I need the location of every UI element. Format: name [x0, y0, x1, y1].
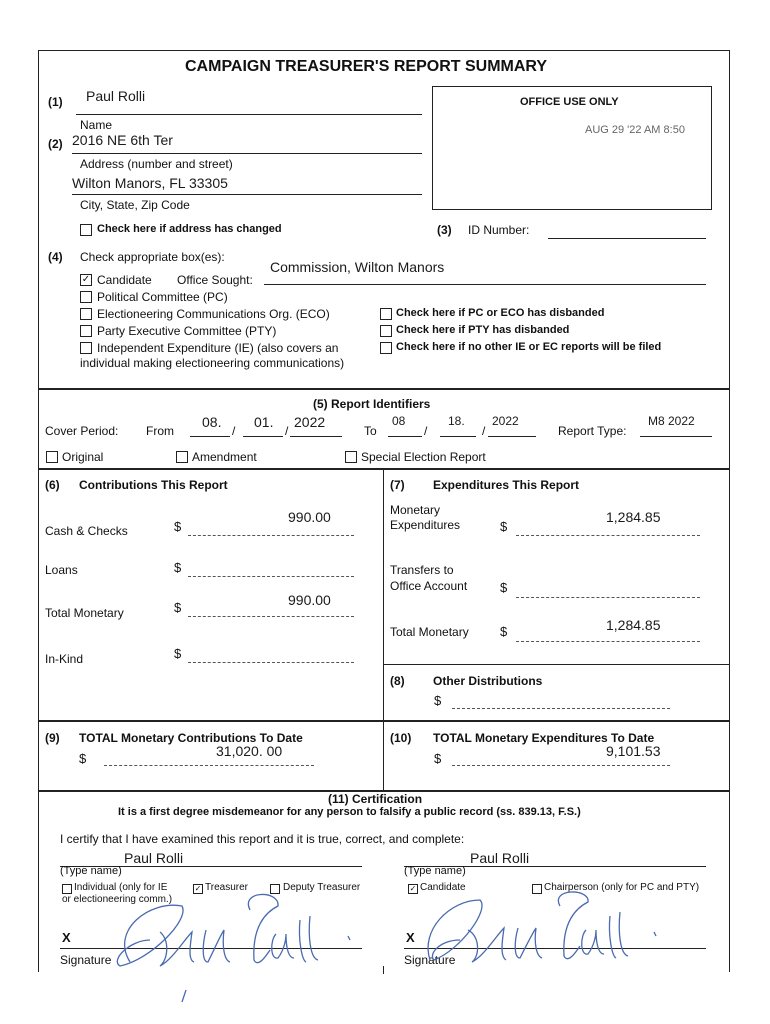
ie-checkbox[interactable] [80, 342, 92, 354]
city-line [72, 194, 422, 195]
special-election-label: Special Election Report [361, 450, 486, 464]
office-sought-value[interactable]: Commission, Wilton Manors [270, 259, 445, 275]
report-type-label: Report Type: [558, 424, 627, 438]
address-changed-label: Check here if address has changed [97, 223, 282, 235]
certification-title: (11) Certification [328, 792, 423, 806]
item3-num: (3) [437, 223, 452, 237]
address-changed-checkbox[interactable] [80, 224, 92, 236]
right-signature-label: Signature [404, 953, 456, 967]
loans-dollar: $ [174, 560, 182, 575]
original-checkbox[interactable] [46, 451, 58, 463]
office-use-label: OFFICE USE ONLY [520, 96, 619, 108]
total-exp-to-date-line [452, 765, 670, 766]
right-x-mark: X [406, 930, 415, 945]
treasurer-checkbox[interactable]: ✓ [194, 884, 202, 893]
disband-pty-checkbox[interactable] [380, 325, 392, 337]
id-number-label: ID Number: [468, 223, 530, 237]
address-label: Address (number and street) [80, 157, 233, 171]
to-year[interactable]: 2022 [492, 414, 519, 428]
to-day-line [440, 436, 476, 437]
cash-label: Cash & Checks [45, 524, 128, 538]
inkind-line[interactable] [188, 662, 354, 663]
frame-left [38, 50, 39, 972]
to-month[interactable]: 08 [392, 414, 406, 428]
disband-pty-label: Check here if PTY has disbanded [396, 324, 570, 336]
item6-num: (6) [45, 478, 60, 492]
from-year-line [290, 436, 342, 437]
item10-num: (10) [390, 731, 412, 745]
certify-statement: I certify that I have examined this report and it is true, correct, and complete: [60, 832, 465, 846]
right-type-name-value[interactable]: Paul Rolli [470, 850, 530, 866]
chairperson-label: Chairperson (only for PC and PTY) [544, 882, 700, 893]
report-type-line [640, 436, 712, 437]
inkind-label: In-Kind [45, 652, 84, 666]
contributions-title: Contributions This Report [79, 478, 228, 492]
from-label: From [146, 424, 174, 438]
to-slash-1: / [424, 424, 428, 438]
item1-num: (1) [48, 95, 63, 109]
monetary-exp-value[interactable]: 1,284.85 [606, 509, 661, 525]
to-slash-2: / [482, 424, 486, 438]
certification-warning: It is a first degree misdemeanor for any person to falsify a public record (ss. 839.13, F.S.) [118, 806, 581, 818]
id-number-line[interactable] [548, 238, 706, 239]
monetary-exp-line [516, 535, 700, 536]
item2-num: (2) [48, 137, 63, 151]
total-contrib-to-date-title: TOTAL Monetary Contributions To Date [79, 731, 303, 745]
other-distributions-dollar: $ [434, 693, 442, 708]
total-exp-line [516, 641, 700, 642]
loans-label: Loans [45, 563, 78, 577]
pc-checkbox[interactable] [80, 291, 92, 303]
no-other-label: Check here if no other IE or EC reports will be filed [396, 341, 662, 353]
from-day[interactable]: 01. [254, 414, 274, 430]
monetary-exp-label-1: Monetary [390, 503, 441, 517]
left-signature[interactable] [90, 870, 380, 1010]
eco-label: Electioneering Communications Org. (ECO) [97, 307, 330, 321]
left-x-mark: X [62, 930, 71, 945]
separator-5 [38, 388, 730, 390]
to-month-line [388, 436, 422, 437]
form-title: CAMPAIGN TREASURER'S REPORT SUMMARY [185, 58, 548, 75]
pty-label: Party Executive Committee (PTY) [97, 324, 277, 338]
total-exp-to-date-dollar: $ [434, 751, 442, 766]
total-exp-value[interactable]: 1,284.85 [606, 617, 661, 633]
total-contributions-label: Total Monetary [45, 606, 124, 620]
address-line [72, 153, 422, 154]
candidate-cert-checkbox[interactable]: ✓ [409, 884, 417, 893]
deputy-treasurer-label: Deputy Treasurer [283, 882, 361, 893]
item7-num: (7) [390, 478, 405, 492]
separator-8 [383, 664, 730, 665]
office-sought-line [264, 284, 706, 285]
from-month-line [190, 436, 230, 437]
name-label: Name [80, 118, 113, 132]
inkind-dollar: $ [174, 646, 182, 661]
name-line [76, 114, 422, 115]
transfers-label-2: Office Account [390, 579, 468, 593]
total-exp-to-date-value[interactable]: 9,101.53 [606, 743, 661, 759]
expenditures-title: Expenditures This Report [433, 478, 580, 492]
loans-line[interactable] [188, 576, 354, 577]
from-month[interactable]: 08. [202, 414, 222, 430]
special-election-checkbox[interactable] [345, 451, 357, 463]
right-type-name-label: (Type name) [404, 865, 466, 877]
left-type-name-value[interactable]: Paul Rolli [124, 850, 184, 866]
total-contrib-to-date-value[interactable]: 31,020. 00 [216, 743, 283, 759]
report-type-value[interactable]: M8 2022 [648, 414, 695, 428]
eco-checkbox[interactable] [80, 308, 92, 320]
name-value[interactable]: Paul Rolli [86, 88, 146, 104]
column-divider [383, 468, 384, 791]
candidate-label: Candidate [97, 273, 152, 287]
cover-period-label: Cover Period: [45, 424, 119, 438]
frame-top [38, 50, 730, 51]
item9-num: (9) [45, 731, 60, 745]
monetary-exp-dollar: $ [500, 519, 508, 534]
pc-label: Political Committee (PC) [97, 290, 228, 304]
left-type-name-label: (Type name) [60, 865, 122, 877]
received-stamp: AUG 29 '22 AM 8:50 [585, 124, 685, 136]
transfers-label-1: Transfers to [390, 563, 454, 577]
total-exp-to-date-title: TOTAL Monetary Expenditures To Date [433, 731, 655, 745]
item4-num: (4) [48, 250, 63, 264]
transfers-line[interactable] [516, 597, 700, 598]
from-slash-2: / [285, 424, 289, 438]
cash-value[interactable]: 990.00 [288, 509, 331, 525]
from-day-line [243, 436, 283, 437]
to-label: To [364, 424, 377, 438]
amendment-label: Amendment [192, 450, 257, 464]
disband-pc-checkbox[interactable] [380, 308, 392, 320]
separator-6 [38, 468, 730, 470]
city-value[interactable]: Wilton Manors, FL 33305 [72, 175, 228, 191]
total-contributions-dollar: $ [174, 600, 182, 615]
amendment-checkbox[interactable] [176, 451, 188, 463]
total-exp-dollar: $ [500, 624, 508, 639]
total-contrib-to-date-line [104, 765, 314, 766]
from-slash-1: / [232, 424, 236, 438]
left-signature-label: Signature [60, 953, 112, 967]
check-boxes-label: Check appropriate box(es): [80, 250, 225, 264]
individual-label-2: or electioneering comm.) [62, 894, 173, 905]
other-distributions-line[interactable] [452, 708, 670, 709]
office-sought-label: Office Sought: [177, 273, 253, 287]
individual-checkbox[interactable] [62, 884, 72, 894]
frame-right [729, 50, 730, 972]
separator-9 [38, 720, 730, 722]
individual-label-1: Individual (only for IE [74, 882, 168, 893]
total-contributions-value[interactable]: 990.00 [288, 592, 331, 608]
candidate-checkbox[interactable]: ✓ [81, 274, 91, 285]
bottom-stub [383, 966, 384, 974]
treasurer-label: Treasurer [205, 882, 248, 893]
transfers-dollar: $ [500, 580, 508, 595]
original-label: Original [62, 450, 104, 464]
ie-label-2: individual making electioneering communications) [80, 356, 345, 370]
total-contributions-line [188, 616, 354, 617]
monetary-exp-label-2: Expenditures [390, 518, 461, 532]
total-contrib-to-date-dollar: $ [79, 751, 87, 766]
total-exp-label: Total Monetary [390, 625, 469, 639]
candidate-cert-label: Candidate [420, 882, 466, 893]
cash-line [188, 535, 354, 536]
disband-pc-label: Check here if PC or ECO has disbanded [396, 307, 605, 319]
right-signature[interactable] [410, 870, 690, 980]
address-value[interactable]: 2016 NE 6th Ter [72, 132, 173, 148]
pty-checkbox[interactable] [80, 325, 92, 337]
from-year[interactable]: 2022 [294, 414, 326, 430]
no-other-checkbox[interactable] [380, 342, 392, 354]
to-year-line [488, 436, 536, 437]
ie-label-1: Independent Expenditure (IE) (also covers an [97, 341, 339, 355]
other-distributions-title: Other Distributions [433, 674, 543, 688]
city-label: City, State, Zip Code [80, 198, 190, 212]
cash-dollar: $ [174, 519, 182, 534]
to-day[interactable]: 18. [448, 414, 465, 428]
item8-num: (8) [390, 674, 405, 688]
report-identifiers-title: (5) Report Identifiers [313, 397, 431, 411]
